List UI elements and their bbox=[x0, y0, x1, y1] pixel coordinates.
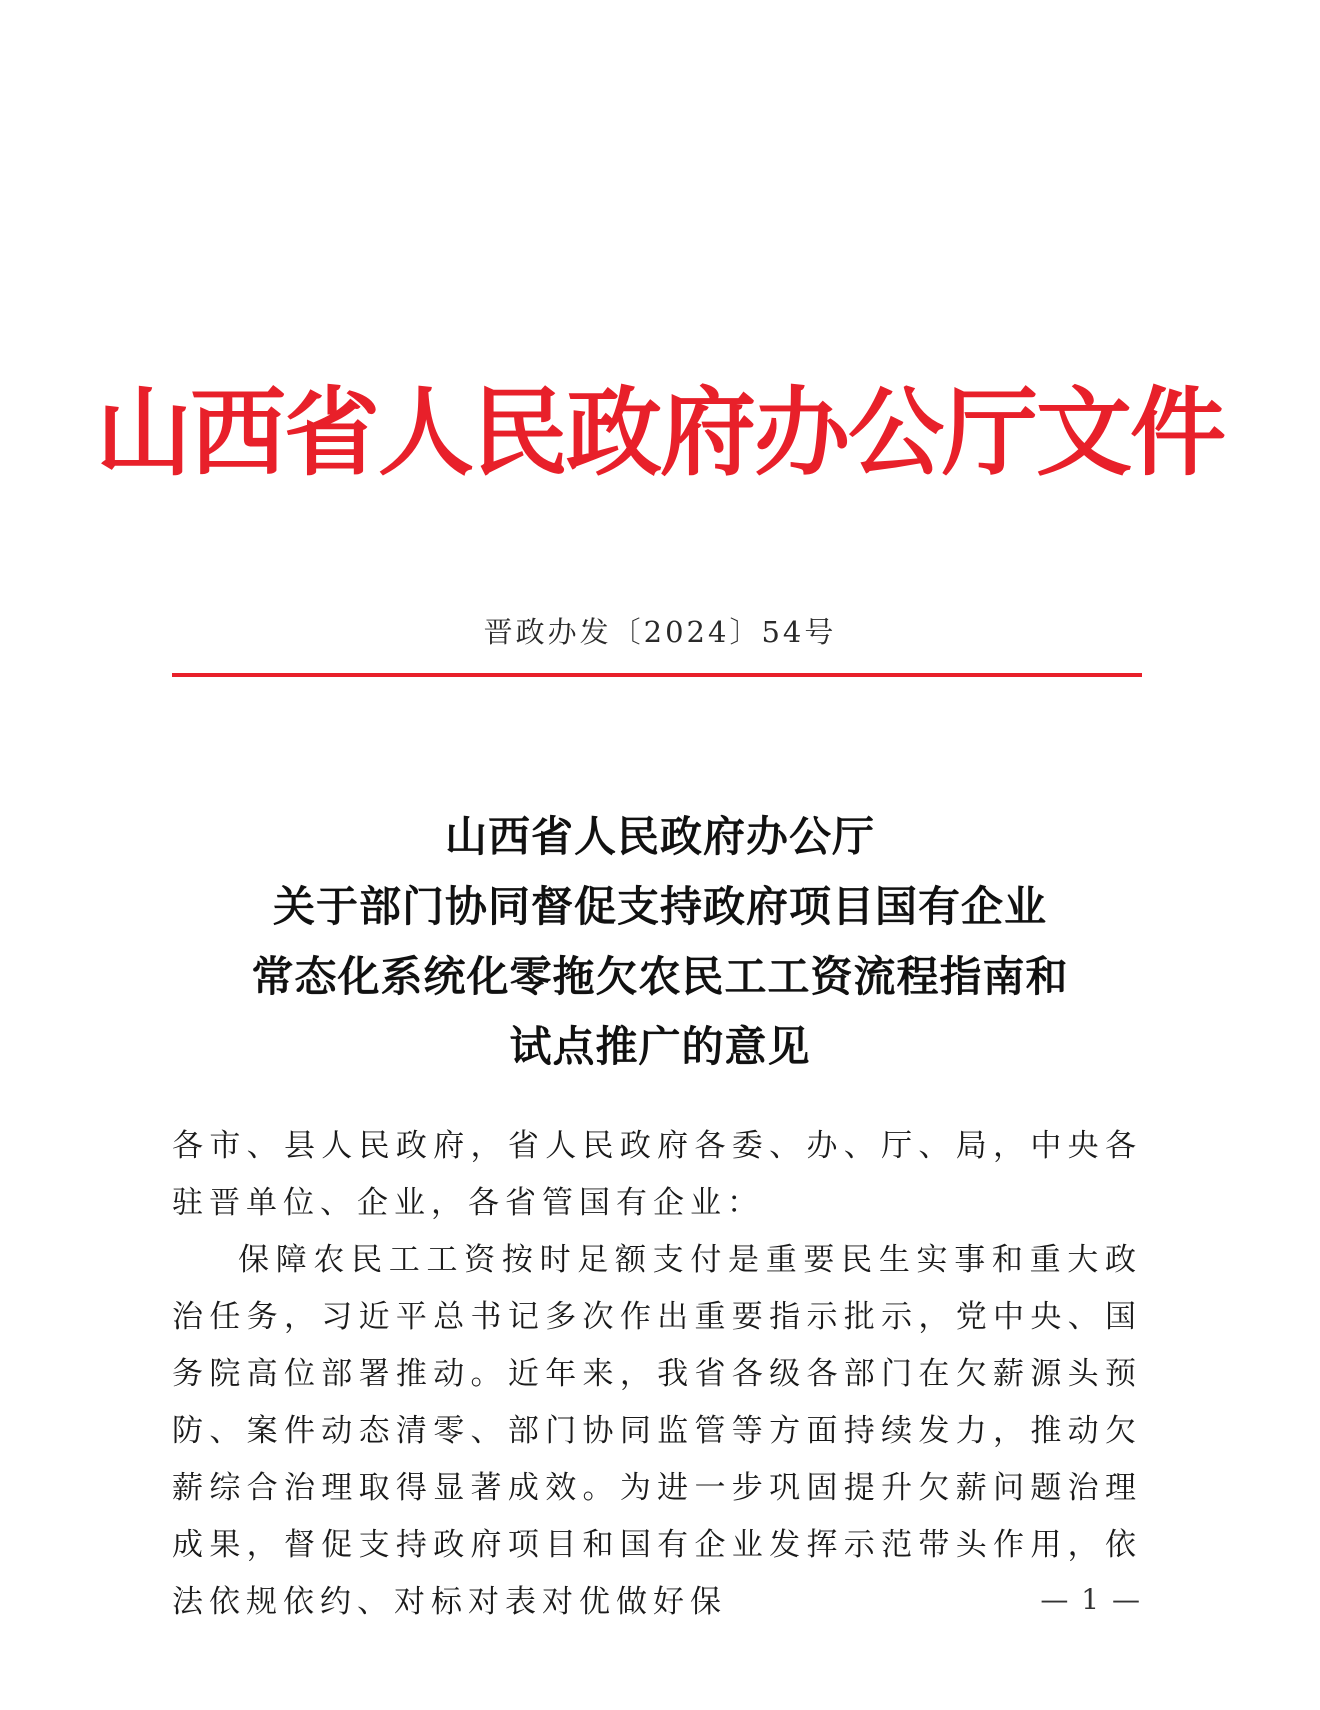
title-line: 山西省人民政府办公厅 bbox=[444, 812, 875, 861]
document-title bbox=[0, 802, 1320, 1082]
title-line: 常态化系统化零拖欠农民工工资流程指南和 bbox=[251, 952, 1069, 1001]
title-line: 试点推广的意见 bbox=[509, 1022, 811, 1071]
body-paragraph: 保障农民工工资按时足额支付是重要民生实事和重大政治任务，习近平总书记多次作出重要指示批示，党中央、国务院高位部署推动。近年来，我省各级各部门在欠薪源头预防、案件动态清零、部门协同监管等方面持续发力，推动欠薪综合治理取得显著成效。为进一步巩固提升欠薪问题治理成果，督促支持政府项目和国有企业发挥示范带头作用，依法依规依约、对标对表对优做好保 bbox=[172, 1242, 1142, 1620]
addressee-paragraph: 各市、县人民政府，省人民政府各委、办、厅、局，中央各驻晋单位、企业，各省管国有企业： bbox=[172, 1128, 1142, 1221]
red-separator-line bbox=[172, 673, 1142, 677]
document-number: 晋政办发〔2024〕54号 bbox=[483, 615, 837, 649]
document-body bbox=[172, 1118, 1142, 1631]
page-number: — 1 — bbox=[1040, 1583, 1142, 1616]
document-masthead: 山西省人民政府办公厅文件 bbox=[96, 376, 1224, 489]
title-line: 关于部门协同督促支持政府项目国有企业 bbox=[272, 882, 1047, 931]
